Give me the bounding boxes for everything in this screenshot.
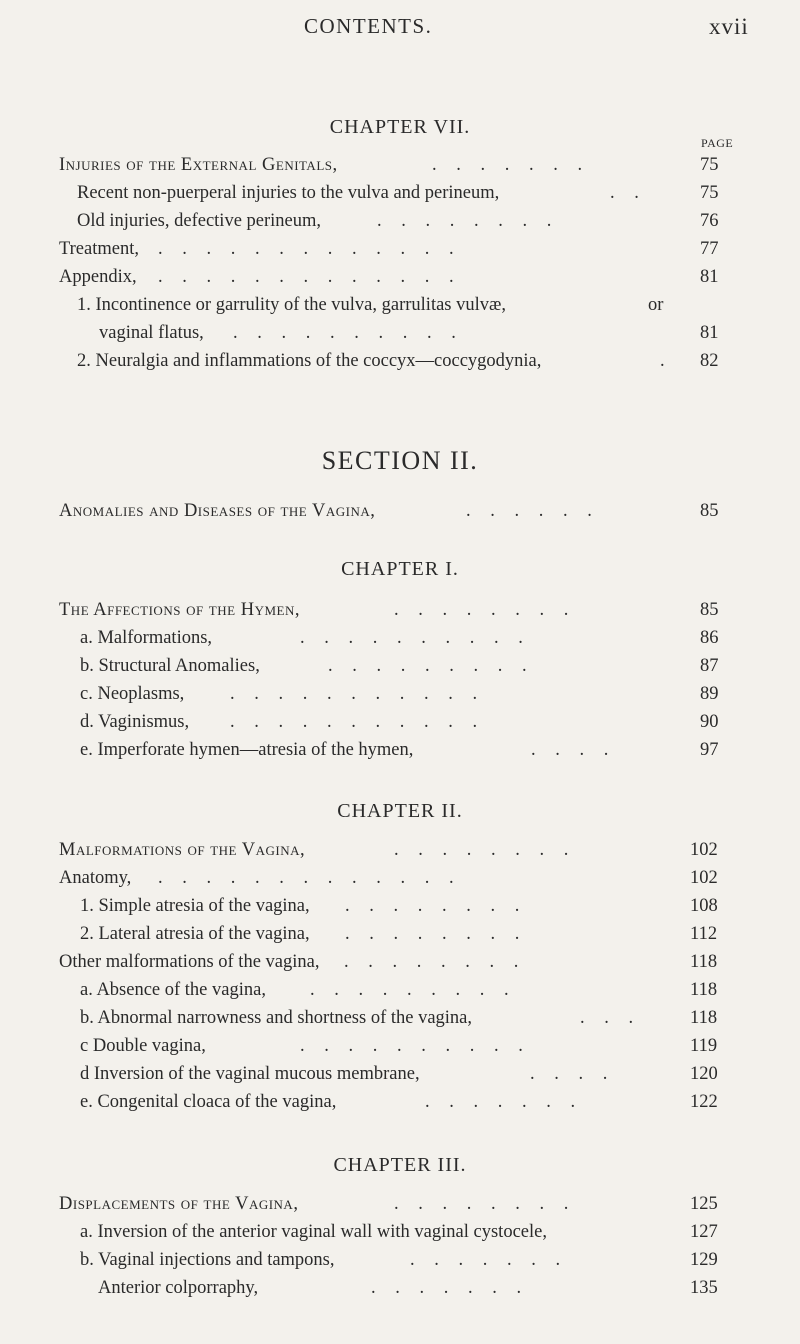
toc-entry-page: 112 bbox=[690, 924, 718, 944]
toc-entry-title: b. Structural Anomalies, bbox=[80, 656, 260, 676]
toc-entry-page: 85 bbox=[700, 501, 719, 521]
toc-entry-overflow: or bbox=[648, 295, 664, 315]
toc-entry-page: 81 bbox=[700, 267, 719, 287]
toc-entry-title: The Affections of the Hymen, bbox=[59, 600, 300, 620]
toc-entry-page: 129 bbox=[690, 1250, 718, 1270]
toc-entry-continuation-text: vaginal flatus, bbox=[99, 323, 204, 343]
toc-entry-page: 81 bbox=[700, 323, 719, 343]
toc-entry-page: 75 bbox=[700, 155, 719, 175]
toc-entry-page: 119 bbox=[690, 1036, 718, 1056]
toc-entry-page: 102 bbox=[690, 868, 718, 888]
toc-entry-title: 2. Lateral atresia of the vagina, bbox=[80, 924, 310, 944]
toc-entry-title: e. Imperforate hymen—atresia of the hymen, bbox=[80, 740, 414, 760]
toc-entry-title: Anterior colporraphy, bbox=[98, 1278, 259, 1298]
toc-entry-page: 85 bbox=[700, 600, 719, 620]
toc-leader-dots: . . . . . . . . . . bbox=[233, 323, 464, 343]
toc-entry-page: 97 bbox=[700, 740, 719, 760]
toc-entry-title: b. Vaginal injections and tampons, bbox=[80, 1250, 335, 1270]
toc-entry-page: 89 bbox=[700, 684, 719, 704]
toc-leader-dots: . . . . . . . . bbox=[344, 952, 526, 972]
page-column-label: PAGE bbox=[701, 136, 734, 150]
toc-entry-title: e. Congenital cloaca of the vagina, bbox=[80, 1092, 337, 1112]
toc-entry-page: 135 bbox=[690, 1278, 718, 1298]
chapter-iii-heading: CHAPTER III. bbox=[333, 1154, 467, 1176]
toc-entry-title: 1. Simple atresia of the vagina, bbox=[80, 896, 310, 916]
toc-leader-dots: . . . . . . . bbox=[425, 1092, 583, 1112]
toc-entry-title: Injuries of the External Genitals, bbox=[59, 155, 338, 175]
toc-leader-dots: . bbox=[660, 351, 673, 371]
toc-entry-title: Malformations of the Vagina, bbox=[59, 840, 306, 860]
section-ii-heading: SECTION II. bbox=[321, 446, 479, 475]
toc-entry-title: 1. Incontinence or garrulity of the vulva, garrulitas vulvæ, bbox=[77, 295, 506, 315]
toc-entry-title: a. Inversion of the anterior vaginal wall with vaginal cystocele, bbox=[80, 1222, 547, 1242]
toc-entry-page: 90 bbox=[700, 712, 719, 732]
toc-leader-dots: . . . . . . . . . . . bbox=[230, 684, 485, 704]
toc-leader-dots: . . . . . . . . . . . . . bbox=[158, 239, 462, 259]
toc-entry-title: Displacements of the Vagina, bbox=[59, 1194, 299, 1214]
toc-leader-dots: . . . . . . . . bbox=[394, 1194, 576, 1214]
toc-leader-dots: . . . . . . . . . bbox=[310, 980, 517, 1000]
toc-leader-dots: . . bbox=[610, 183, 647, 203]
toc-entry-title: a. Malformations, bbox=[80, 628, 213, 648]
toc-entry-page: 118 bbox=[690, 980, 718, 1000]
toc-entry-title: d. Vaginismus, bbox=[80, 712, 190, 732]
chapter-i-heading: CHAPTER I. bbox=[341, 558, 459, 580]
toc-leader-dots: . . . . . . . . . . . bbox=[230, 712, 485, 732]
chapter-vii-heading: CHAPTER VII. bbox=[329, 116, 471, 138]
toc-leader-dots: . . . bbox=[580, 1008, 641, 1028]
toc-entry-page: 118 bbox=[690, 952, 718, 972]
toc-leader-dots: . . . . . . . bbox=[432, 155, 590, 175]
toc-entry-page: 86 bbox=[700, 628, 719, 648]
toc-entry-title: Recent non-puerperal injuries to the vulva and perineum, bbox=[77, 183, 500, 203]
toc-leader-dots: . . . . . . . . bbox=[394, 600, 576, 620]
toc-entry-title: b. Abnormal narrowness and shortness of the vagina, bbox=[80, 1008, 473, 1028]
toc-entry-title: Anomalies and Diseases of the Vagina, bbox=[59, 501, 376, 521]
toc-entry-page: 122 bbox=[690, 1092, 718, 1112]
toc-leader-dots: . . . . . . . . . . . . . bbox=[158, 868, 462, 888]
toc-entry-page: 82 bbox=[700, 351, 719, 371]
toc-leader-dots: . . . . . . bbox=[466, 501, 600, 521]
toc-leader-dots: . . . . . . . . bbox=[377, 211, 559, 231]
toc-entry-page: 87 bbox=[700, 656, 719, 676]
running-title: CONTENTS. bbox=[304, 14, 433, 38]
toc-leader-dots: . . . . bbox=[530, 1064, 615, 1084]
page-number: xvii bbox=[709, 14, 749, 39]
toc-leader-dots: . . . . bbox=[531, 740, 616, 760]
toc-entry-title: c. Neoplasms, bbox=[80, 684, 185, 704]
toc-entry-title: Anatomy, bbox=[59, 868, 132, 888]
toc-entry-title: a. Absence of the vagina, bbox=[80, 980, 266, 1000]
toc-entry-title: 2. Neuralgia and inflammations of the coccyx—coccygodynia, bbox=[77, 351, 542, 371]
toc-entry-title: Treatment, bbox=[59, 239, 139, 259]
toc-entry-page: 127 bbox=[690, 1222, 718, 1242]
toc-leader-dots: . . . . . . . . . . bbox=[300, 1036, 531, 1056]
toc-entry-page: 102 bbox=[690, 840, 718, 860]
toc-leader-dots: . . . . . . . . . . bbox=[300, 628, 531, 648]
toc-entry-title: Other malformations of the vagina, bbox=[59, 952, 320, 972]
toc-leader-dots: . . . . . . . . . bbox=[328, 656, 535, 676]
toc-leader-dots: . . . . . . . bbox=[410, 1250, 568, 1270]
toc-leader-dots: . . . . . . . bbox=[371, 1278, 529, 1298]
toc-entry-page: 125 bbox=[690, 1194, 718, 1214]
toc-leader-dots: . . . . . . . . . . . . . bbox=[158, 267, 462, 287]
chapter-ii-heading: CHAPTER II. bbox=[337, 800, 463, 822]
toc-entry-page: 108 bbox=[690, 896, 718, 916]
toc-leader-dots: . . . . . . . . bbox=[394, 840, 576, 860]
toc-entry-page: 118 bbox=[690, 1008, 718, 1028]
toc-entry-page: 120 bbox=[690, 1064, 718, 1084]
toc-entry-page: 76 bbox=[700, 211, 719, 231]
running-head bbox=[0, 14, 800, 54]
toc-entry-page: 77 bbox=[700, 239, 719, 259]
toc-entry-title: c Double vagina, bbox=[80, 1036, 206, 1056]
toc-entry-page: 75 bbox=[700, 183, 719, 203]
toc-leader-dots: . . . . . . . . bbox=[345, 896, 527, 916]
toc-entry-title: Appendix, bbox=[59, 267, 137, 287]
toc-entry-title: d Inversion of the vaginal mucous membrane, bbox=[80, 1064, 420, 1084]
toc-entry-title: Old injuries, defective perineum, bbox=[77, 211, 322, 231]
toc-leader-dots: . . . . . . . . bbox=[345, 924, 527, 944]
